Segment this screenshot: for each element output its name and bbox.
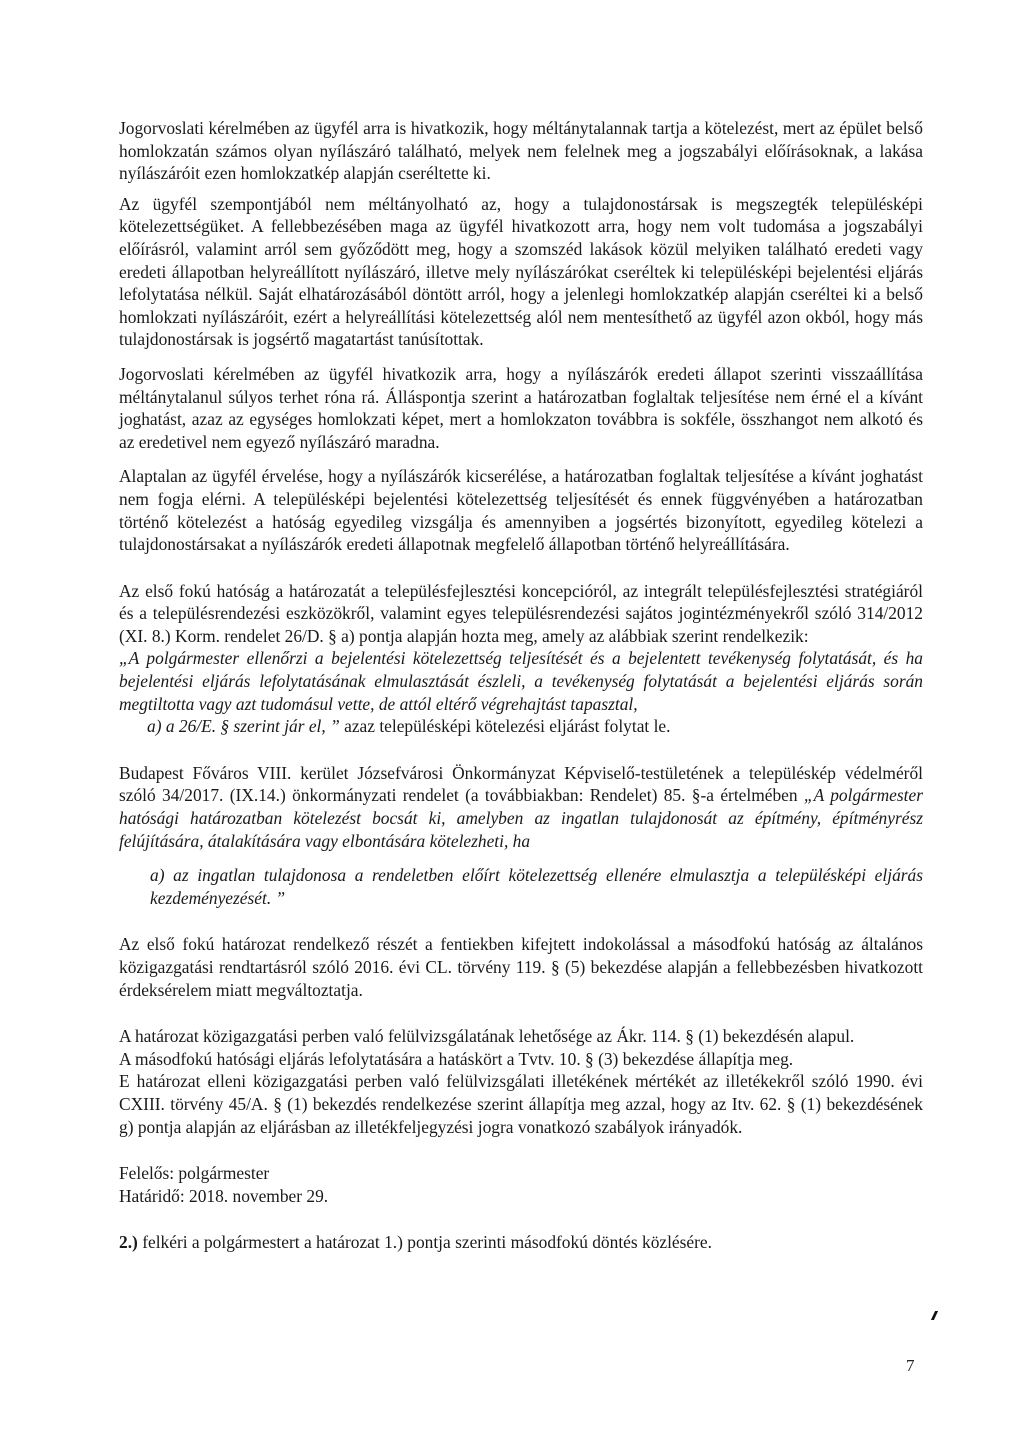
responsible-line: Felelős: polgármester (119, 1163, 270, 1184)
paragraph-6-quote: „A polgármester hatósági határozatban kötelezést bocsát ki, amelyben az ingatlan tulajdonosát az építmény, építményrész felújítására, átalakítására vagy elbontására kötelezheti, ha (119, 785, 923, 851)
quote-regulation: „A polgármester ellenőrzi a bejelentési kötelezettség teljesítését és a bejelentett tevékenység folytatását, és ha bejelentési eljárás lefolytatásának elmulasztását észleli, a tevékenység folytatását a bejelentési eljárás során megtiltotta vagy azt tudomásul vette, de attól eltérő végrehajtást tapasztal, (119, 648, 923, 714)
document-body (119, 117, 923, 1254)
paragraph-5: Az első fokú hatóság a határozatát a településfejlesztési koncepcióról, az integrált településfejlesztési stratégiáról és a településrendezési eszközökről, valamint egyes településrendezési sajátos jogintézményekről szóló 314/2012 (XI. 8.) Korm. rendelet 26/D. § a) pontja alapján hozta meg, amely az alábbiak szerint rendelkezik: (119, 580, 923, 646)
paragraph-1: Jogorvoslati kérelmében az ügyfél arra is hivatkozik, hogy méltánytalannak tartja a kötelezést, mert az épület belső homlokzatán számos olyan nyílászáró található, melyek nem felelnek meg a jogszabályi előírásoknak, a lakása nyílászáróit ezen homlokzatkép alapján cseréltette ki. (119, 118, 923, 184)
paragraph-9: A másodfokú hatósági eljárás lefolytatására a hatáskört a Tvtv. 10. § (3) bekezdése állapítja meg. (119, 1048, 794, 1069)
decision-item-2 (119, 1231, 923, 1254)
paragraph-6 (119, 762, 923, 852)
quote-item-a-rest: azaz településképi kötelezési eljárást folytat le. (339, 716, 671, 737)
quote-item-a (119, 715, 923, 738)
pen-mark (931, 1311, 938, 1320)
paragraph-6-start: Budapest Főváros VIII. kerület Józsefvárosi Önkormányzat Képviselő-testületének a településkép védelméről szóló 34/2017. (IX.14.) önkormányzati rendelet (a továbbiakban: Rendelet) 85. §-a értelmében (119, 762, 923, 806)
paragraph-2: Az ügyfél szempontjából nem méltányolható az, hogy a tulajdonostársak is megszegték településképi kötelezettségüket. A fellebbezésében maga az ügyfél hivatkozott arra, hogy nem volt tudomása a jogszabályi előírásról, valamint arról sem győződött meg, hogy a szomszéd lakások közül melyiken található eredeti vagy eredeti állapotban helyreállított nyílászáró, illetve mely nyílászárókat cseréltek ki településképi bejelentési eljárás lefolytatása nélkül. Saját elhatározásából döntött arról, hogy a jelenlegi homlokzatkép alapján cseréltei ki a belső homlokzati nyílászáróit, ezért a helyreállítási kötelezettség alól nem mentesíthető az ügyfél azon okból, hogy más tulajdonostársak is jogsértő magatartást tanúsítottak. (119, 193, 923, 350)
quote-item-a-italic: a) a 26/E. § szerint jár el, ” (147, 716, 340, 737)
paragraph-10: E határozat elleni közigazgatási perben való felülvizsgálati illetékének mértékét az illetékekről szóló 1990. évi CXIII. törvény 45/A. § (1) bekezdés rendelkezése szerint állapítja meg azzal, hogy az Itv. 62. § (1) bekezdésének g) pontja alapján az eljárásban az illetékfeljegyzési jogra vonatkozó szabályok irányadók. (119, 1071, 923, 1137)
quote-rendelet-item-a: a) az ingatlan tulajdonosa a rendeletben előírt kötelezettség ellenére elmulasztja a településképi eljárás kezdeményezését. ” (150, 865, 923, 908)
paragraph-7: Az első fokú határozat rendelkező részét a fentiekben kifejtett indokolással a másodfokú hatóság az általános közigazgatási rendtartásról szóló 2016. évi CL. törvény 119. § (5) bekezdése alapján a fellebbezésben hivatkozott érdeksérelem miatt megváltoztatja. (119, 934, 923, 1000)
page-number: 7 (906, 1356, 915, 1375)
decision-item-2-text: felkéri a polgármestert a határozat 1.) pontja szerinti másodfokú döntés közlésére. (137, 1232, 712, 1253)
paragraph-8: A határozat közigazgatási perben való felülvizsgálatának lehetősége az Ákr. 114. § (1) bekezdésén alapul. (119, 1026, 855, 1047)
decision-item-2-number: 2.) (119, 1232, 138, 1253)
paragraph-4: Alaptalan az ügyfél érvelése, hogy a nyílászárók kicserélése, a határozatban foglaltak teljesítése a kívánt joghatást nem fogja elérni. A településképi bejelentési kötelezettség teljesítését és ennek függvényében a határozatban történő kötelezést a hatóság egyedileg vizsgálja és amennyiben a jogsértés bizonyított, egyedileg kötelezi a tulajdonostársakat a nyílászárók eredeti állapotnak megfelelő állapotban történő helyreállítására. (119, 466, 923, 555)
paragraph-3: Jogorvoslati kérelmében az ügyfél hivatkozik arra, hogy a nyílászárók eredeti állapot szerinti visszaállítása méltánytalanul súlyos terhet róna rá. Álláspontja szerint a határozatban foglaltak teljesítése nem érné el a kívánt joghatást, azaz az egységes homlokzati képet, mert a homlokzaton továbbra is sokféle, összhangot nem alkotó és az eredetivel nem egyező nyílászáró maradna. (119, 363, 923, 452)
deadline-line: Határidő: 2018. november 29. (119, 1185, 329, 1206)
